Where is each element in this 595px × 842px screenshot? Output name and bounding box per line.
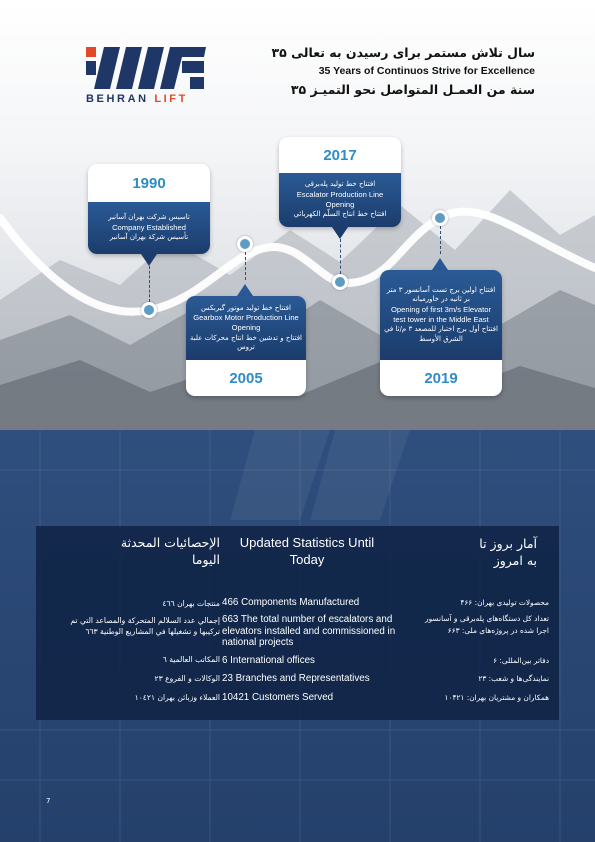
pointer-2019 (432, 258, 448, 270)
pointer-2017 (332, 227, 348, 239)
milestone-text (88, 202, 210, 254)
milestone-text (279, 173, 401, 227)
stat-item-ar: منتجات بهران ٤٦٦ (162, 599, 220, 608)
milestone-year: 2019 (380, 360, 502, 396)
milestone-text-en: Escalator Production Line Opening (296, 189, 384, 209)
brand-logo (86, 47, 212, 105)
statistics-panel (36, 526, 559, 720)
milestone-year: 1990 (88, 164, 210, 202)
milestone-text (186, 296, 306, 360)
milestone-year: 2005 (186, 360, 306, 396)
stem-2019 (440, 226, 441, 254)
tagline-fa: ۳۵ سال تلاش مستمر برای رسیدن به تعالی (271, 45, 535, 60)
stat-item-ar: العملاء وزبائن بهران ١٠٤٢١ (134, 693, 220, 702)
stem-2005 (245, 252, 246, 280)
brand-wordmark: BEHRAN LIFT (86, 93, 188, 105)
stat-item-ar: إجمالي عدد السلالم المتحركة والمصاعد التي تم تركيبها و تشغيلها في المشاريع الوطنية ٦٦٣ (70, 616, 220, 636)
milestone-text (380, 270, 502, 360)
milestone-text-fa: افتتاح خط تولید پله‌برقی (304, 180, 376, 189)
stat-item-fa: نمایندگی‌ها و شعب: ۲۳ (478, 674, 549, 683)
stats-column-en (222, 526, 423, 720)
tagline-ar: ۳۵ سنة من العمـل المتواصل نحو التميـز (290, 82, 535, 97)
pointer-2005 (237, 284, 253, 296)
statistics-section (0, 430, 595, 842)
timeline-dot-2005 (237, 236, 253, 252)
stats-heading-fa: آمار بروز تا به امروز (479, 536, 537, 568)
timeline-dot-1990 (141, 302, 157, 318)
pointer-1990 (141, 254, 157, 266)
stat-item-en: 23 Branches and Representatives (222, 673, 370, 684)
milestone-text-ar: افتتاح أول برج اختبار للمصعد ۳ م/ثا في الشرق الأوسط (384, 325, 498, 343)
stat-item-en: 10421 Customers Served (222, 692, 334, 703)
milestone-text-ar: افتتاح خط انتاج السلّم الكهربائي (293, 210, 387, 219)
milestone-text-ar: افتتاح و تدشين خط انتاج محركات علبة تروس (190, 333, 302, 351)
stem-1990 (149, 266, 150, 302)
stem-2017 (340, 239, 341, 274)
stat-item-en: 466 Components Manufactured (222, 597, 360, 608)
stats-column-ar (50, 526, 220, 720)
stat-item-fa: تعداد کل دستگاه‌های پله‌برقی و آسانسور اجرا شده در پروژه‌های ملی: ۶۶۳ (425, 614, 549, 635)
stats-heading-ar: الإحصائيات المحدثة اليوما (120, 535, 220, 567)
milestone-text-fa: تاسیس شرکت بهران آسانبر (108, 213, 190, 222)
behran-lift-logo-icon (86, 47, 206, 89)
tagline (272, 45, 535, 97)
milestone-year: 2017 (279, 137, 401, 173)
stat-item-ar: المكاتب العالمية ٦ (162, 655, 220, 664)
milestone-text-fa: افتتاح اولین برج تست آسانسور ۳ متر بر ثانیه در خاورمیانه (386, 285, 496, 304)
tagline-en: 35 Years of Continuos Strive for Excellence (318, 65, 535, 77)
milestone-text-en: Company Established (112, 222, 186, 232)
stats-column-fa (425, 526, 549, 720)
milestone-text-fa: افتتاح خط تولید موتور گیربکس (201, 303, 291, 312)
stat-item-ar: الوكالات و الفروع ٢٣ (154, 674, 220, 683)
milestone-2005 (186, 296, 306, 396)
milestone-text-en: Opening of first 3m/s Elevator test tower in the Middle East (390, 304, 492, 324)
stat-item-fa: همکاران و مشتریان بهران: ۱۰۴۲۱ (444, 693, 549, 702)
stat-item-en: 6 International offices (222, 655, 315, 666)
timeline-dot-2017 (332, 274, 348, 290)
stat-item-fa: محصولات تولیدی بهران: ۴۶۶ (460, 598, 549, 607)
milestone-2019 (380, 270, 502, 396)
milestone-2017 (279, 137, 401, 227)
milestone-text-ar: تأسيس شركة بهران آسانبر (109, 233, 189, 242)
stat-item-en: 663 The total number of escalators and elevators installed and commissioned in national projects (222, 614, 396, 649)
milestone-1990 (88, 164, 210, 254)
page-number: 7 (46, 797, 51, 805)
milestone-text-en: Gearbox Motor Production Line Opening (193, 313, 299, 333)
stats-heading-en: Updated Statistics Until Today (239, 535, 375, 567)
stat-item-fa: دفاتر بین‌المللی: ۶ (493, 656, 549, 665)
timeline-dot-2019 (432, 210, 448, 226)
